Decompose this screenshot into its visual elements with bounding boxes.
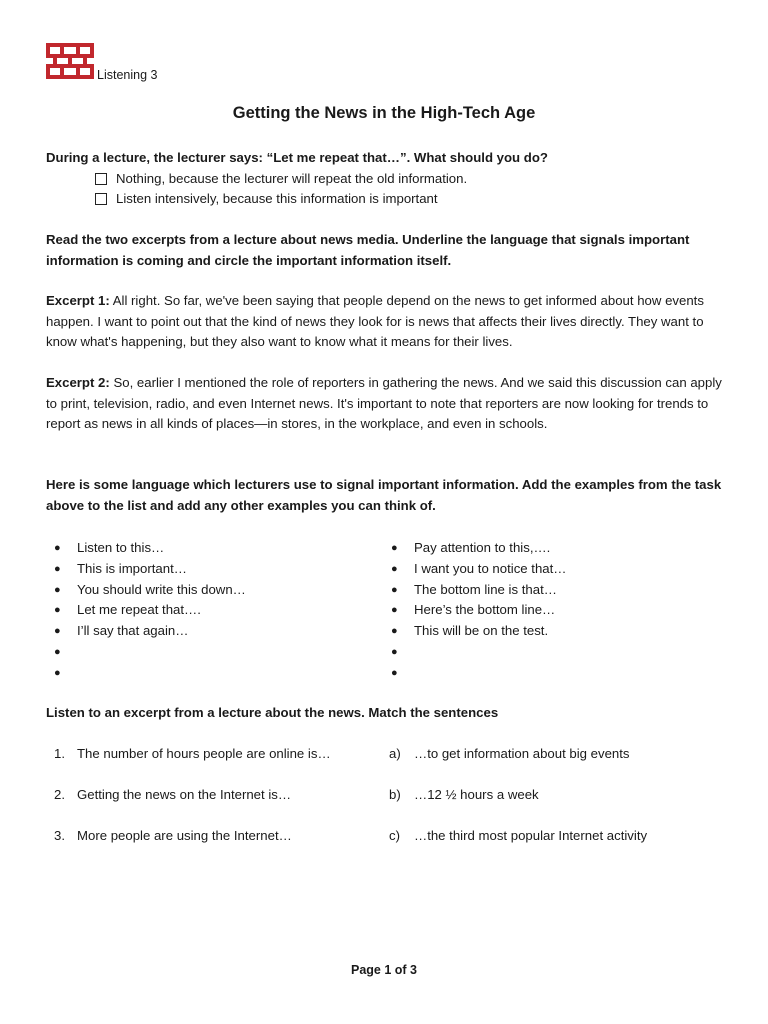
list-item: ● Listen to this… [50,538,246,559]
list-item: ● You should write this down… [50,580,246,601]
list-item: ● This is important… [50,559,246,580]
match-sentence-start: More people are using the Internet… [77,828,292,843]
match-number: 3. [54,828,65,843]
match-letter: a) [389,746,401,761]
bullet-icon: ● [391,645,398,658]
excerpt-1 [46,291,726,353]
checkbox-icon[interactable] [95,193,107,205]
phrase-list-left [50,538,246,684]
match-row [0,744,768,764]
instructions-2: Here is some language which lecturers use to signal important information. Add the examples from the task above to the list and add any other examples you can think of. [46,477,722,513]
bullet-icon: ● [391,604,398,617]
list-item: ● I want you to notice that… [387,559,566,580]
match-row [0,785,768,805]
phrase-list-right [387,538,566,684]
match-row [0,826,768,846]
option-label: Listen intensively, because this information is important [116,191,438,206]
match-number: 2. [54,787,65,802]
bullet-icon: ● [391,583,398,596]
bullet-icon: ● [54,604,61,617]
bullet-icon: ● [54,645,61,658]
instructions-3: Listen to an excerpt from a lecture about the news. Match the sentences [46,705,499,720]
bullet-icon: ● [391,666,398,679]
bullet-icon: ● [391,625,398,638]
excerpt-2-text: So, earlier I mentioned the role of reporters in gathering the news. And we said this discussion can apply to print, television, radio, and even Internet news. It's important to note that reporters are now looking for trends to report as news in all kinds of places—in stores, in the workplace, and even in schools. [46,375,722,431]
excerpt-1-text: All right. So far, we've been saying that people depend on the news to get informed about how events happen. I want to point out that the kind of news they look for is news that affects their lives directly. They want to know what's happening, but they also want to know what it means for their lives. [46,293,704,349]
match-sentence-start: Getting the news on the Internet is… [77,787,292,802]
option-label: Nothing, because the lecturer will repeat the old information. [116,171,468,186]
match-sentence-end: …the third most popular Internet activity [414,828,648,843]
list-item-empty[interactable] [387,663,566,684]
match-sentence-start: The number of hours people are online is… [77,746,331,761]
list-item: ● Here’s the bottom line… [387,600,566,621]
list-item: ● Let me repeat that…. [50,600,246,621]
logo-icon [46,43,94,79]
option-1[interactable] [95,169,467,189]
bullet-icon: ● [54,666,61,679]
bullet-icon: ● [391,562,398,575]
list-item: ● This will be on the test. [387,621,566,642]
match-sentence-end: …12 ½ hours a week [414,787,539,802]
excerpt-2-label: Excerpt 2: [46,375,110,390]
header-label: Listening 3 [97,68,158,82]
bullet-icon: ● [54,542,61,554]
page-number: Page 1 of 3 [351,963,417,977]
list-item: ● I’ll say that again… [50,621,246,642]
bullet-icon: ● [54,625,61,638]
match-number: 1. [54,746,65,761]
option-2[interactable] [95,189,438,209]
match-sentence-end: …to get information about big events [414,746,630,761]
bullet-icon: ● [54,583,61,596]
excerpt-2 [46,373,726,435]
bullet-icon: ● [391,542,398,554]
excerpt-1-label: Excerpt 1: [46,293,110,308]
instructions-1: Read the two excerpts from a lecture about news media. Underline the language that signals important information is coming and circle the important information itself. [46,232,690,268]
checkbox-icon[interactable] [95,173,107,185]
list-item-empty[interactable] [387,642,566,663]
list-item-empty[interactable] [50,642,246,663]
match-letter: b) [389,787,401,802]
question-prompt: During a lecture, the lecturer says: “Let me repeat that…”. What should you do? [46,150,548,165]
list-item: ● Pay attention to this,…. [387,538,566,559]
match-letter: c) [389,828,400,843]
list-item-empty[interactable] [50,663,246,684]
bullet-icon: ● [54,562,61,575]
page-title: Getting the News in the High-Tech Age [232,104,536,122]
list-item: ● The bottom line is that… [387,580,566,601]
